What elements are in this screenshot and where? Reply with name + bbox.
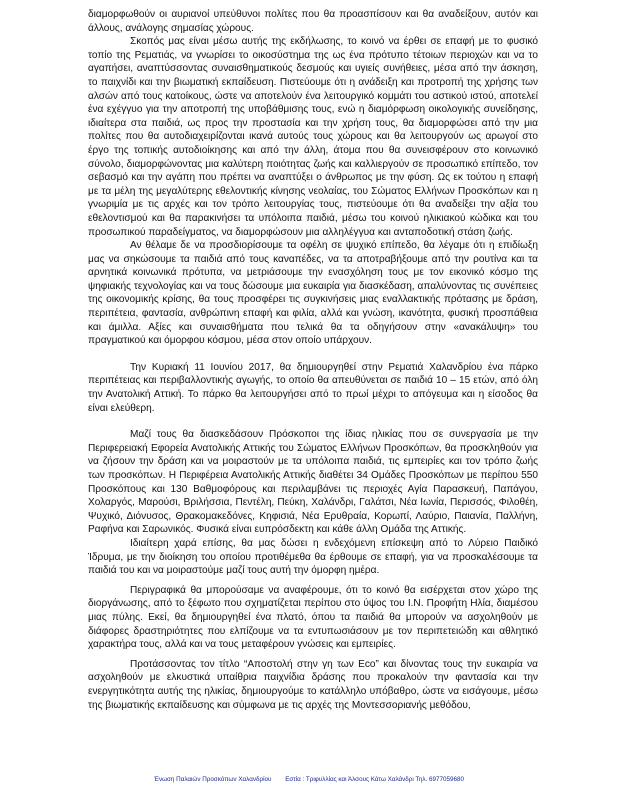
- footer-organization: Ένωση Παλαιών Προσκόπων Χαλανδρίου: [154, 776, 272, 783]
- paragraph-foundation-visit: Ιδιαίτερη χαρά επίσης, θα μας δώσει η ενδεχόμενη επίσκεψη από το Λύρειο Παιδικό Ίδρυμα, με την διοίκηση του οποίου προτιθέμεθα θα έρθουμε σε επαφή, για να προσκαλέσουμε τα παιδιά του και να μοιραστούμε μαζί τους αυτή την όμορφη ημέρα.: [88, 537, 538, 577]
- paragraph-continuation: διαμορφωθούν οι αυριανοί υπεύθυνοι πολίτες που θα προασπίσουν και θα αναδείξουν, αυτόν και άλλους, ανάλογης σημασίας χώρους.: [88, 9, 538, 34]
- paragraph-purpose: Σκοπός μας είναι μέσω αυτής της εκδήλωσης, το κοινό να έρθει σε επαφή με το φυσικό τοπίο της Ρεματιάς, να γνωρίσει το οικοσύστημα της ως ένα πρότυπο τέτοιων περιοχών και να το αγαπήσει, αναπτύσσοντας συναισθηματικούς δεσμούς και υγιείς συνήθειες, μέσα από την άσκηση, το παιχνίδι και την βιωματική εκπαίδευση. Πιστεύουμε ότι η ανάδειξη και προτροπή της χρήσης των αλσών από τους κατοίκους, ώστε να αποτελούν ένα λειτουργικό κομμάτι του αστικού ιστού, αποτελεί ένα εχέγγυο για την αποτροπή της υποβάθμισης τους, ενώ η διαμόρφωση οικολογικής συνείδησης, ιδιαίτερα στα παιδιά, ως προς την προστασία και την χρήση τους, θα διαμορφώσει από την μια πολίτες που θα αυτοδιαχειρίζονται ικανά αυτούς τους χώρους και θα λειτουργούν ως αρωγοί στο έργο της τοπικής αυτοδιοίκησης και από την άλλη, άτομα που θα συνεισφέρουν στο κοινωνικό σύνολο, διαμορφώνοντας μια καλύτερη ποιότητας ζωής και καλλιεργούν σε προσωπικό επίπεδο, τον σεβασμό και την αγάπη που πρέπει να αναπτύξει ο άνθρωπος με την φύση. Ως εκ τούτου η επαφή με τα μέλη της μεγαλύτερης εθελοντικής κίνησης νεολαίας, του Σώματος Ελλήνων Προσκόπων και η γνωριμία με τις αρχές και τον τρόπο λειτουργίας τους, πιστεύουμε ότι θα αναδείξει την αξία του εθελοντισμού και θα παρακινήσει τα υπόλοιπα παιδιά, μέσω του κοινού ηλικιακού κώδικα και του προσωπικού παραδείγματος, να διαμορφώσουν μια αλληλέγγυα και ανταποδοτική στάση ζωής.: [88, 36, 538, 238]
- paragraph-description: Περιγραφικά θα μπορούσαμε να αναφέρουμε, ότι το κοινό θα εισέρχεται στον χώρο της διοργάνωσης, από το ξέφωτο που σχηματίζεται περίπου στο ύψος του Ι.Ν. Προφήτη Ηλία, διαμέσου μιας πύλης. Εκεί, θα δημιουργηθεί ένα πλατό, όπου τα παιδιά θα μπορούν να ασχοληθούν με διάφορες δραστηριότητες που ελπίζουμε να τα εντυπωσιάσουν με τον περιπετειώδη και αθλητικό χαρακτήρα τους, αλλά και να τους μεταφέρουν γνώσεις και εμπειρίες.: [88, 584, 538, 651]
- paragraph-scouts: Μαζί τους θα διασκεδάσουν Πρόσκοποι της ίδιας ηλικίας που σε συνεργασία με την Περιφερειακή Εφορεία Ανατολικής Αττικής του Σώματος Ελλήνων Προσκόπων, θα προσκληθούν για να ζήσουν την δράση και να μοιραστούν με τα υπόλοιπα παιδιά, τις εμπειρίες και τον τρόπο ζωής των προσκόπων. Η Περιφέρεια Ανατολικής Αττικής διαθέτει 34 Ομάδες Προσκόπων με περίπου 550 Προσκόπους και 130 Βαθμοφόρους και περιλαμβάνει τις περιοχές Αγία Παρασκευή, Παπάγου, Χολαργός, Μαρούσι, Βριλήσσια, Πεντέλη, Πεύκη, Χαλάνδρι, Γαλάτσι, Νέα Ιωνία, Περισσός, Φιλοθέη, Ψυχικό, Διόνυσος, Θρακομακεδόνες, Κηφισιά, Νέα Ερυθραία, Κορωπί, Λαύριο, Παιανία, Παλλήνη, Ραφήνα και Σαρωνικός. Φυσικά είναι ευπρόσδεκτη και κάθε άλλη Ομάδα της Αττικής.: [88, 429, 538, 536]
- footer-address: Εστία : Τριφυλλίας και Άλσους Κάτω Χαλάνδρι Τηλ. 6977059680: [285, 776, 464, 783]
- paragraph-spacer: [88, 415, 538, 428]
- paragraph-benefits: Αν θέλαμε δε να προσδιορίσουμε τα οφέλη σε ψυχικό επίπεδο, θα λέγαμε ότι η επιδίωξη μας να σηκώσουμε τα παιδιά από τους καναπέδες, να τα αποτραβήξουμε από την ρουτίνα και τα αρνητικά κοινωνικά πρότυπα, να μετριάσουμε την ενασχόληση τους με τον εικονικό κόσμο της ψηφιακής τεχνολογίας και να τους δώσουμε μια ευκαιρία για διασκέδαση, απαλύνοντας τις συνέπειες της οικονομικής κρίσης, θα τους προσφέρει τις συγκινήσεις μιας εναλλακτικής πρότασης με δράση, περιπέτεια, φαντασία, ανθρώπινη επαφή και φιλία, αλλά και γνώση, ικανότητα, φυσική προσπάθεια και άμιλλα. Αξίες και συναισθήματα που τελικά θα τα οδηγήσουν στην «ανακάλυψη» του πραγματικού και όμορφου κόσμου, μέσα στον οποίο υπάρχουν.: [88, 240, 538, 347]
- page-footer: [0, 776, 618, 783]
- document-page: [88, 8, 538, 712]
- paragraph-spacer: [88, 348, 538, 361]
- paragraph-title-mission: Προτάσσοντας τον τίτλο “Αποστολή στην γη των Εco” και δίνοντας τους την ευκαιρία να ασχοληθούν με ελκυστικά υπαίθρια παιχνίδια δράσης που προκαλούν την φαντασία και την ενεργητικότητα αυτής της ηλικίας, δημιουργούμε το κατάλληλο υπόβαθρο, ώστε να εισάγουμε, μέσω της βιωματικής εκπαίδευσης και σύμφωνα με τις αρχές της Μοντεσσοριανής μεθόδου,: [88, 658, 538, 711]
- paragraph-event-date: Την Κυριακή 11 Ιουνίου 2017, θα δημιουργηθεί στην Ρεματιά Χαλανδρίου ένα πάρκο περιπέτειας και περιβαλλοντικής αγωγής, το οποίο θα απευθύνεται σε παιδιά 10 – 15 ετών, από όλη την Ανατολική Αττική. Το πάρκο θα λειτουργήσει από το πρωί μέχρι το απόγευμα και η είσοδος θα είναι ελεύθερη.: [88, 361, 538, 414]
